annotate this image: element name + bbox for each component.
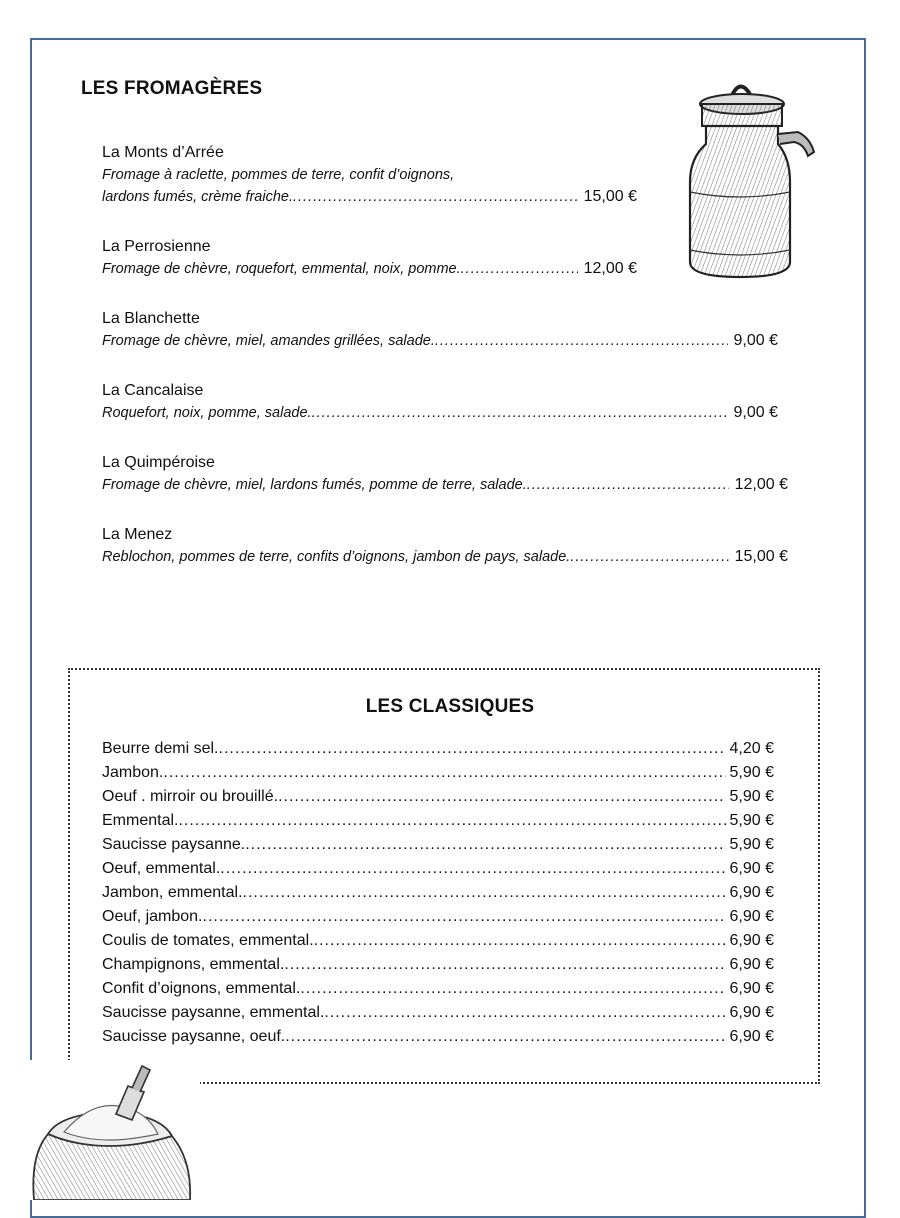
item-price: 9,00 € [733, 332, 778, 349]
item-price: 6,90 € [729, 884, 774, 901]
list-item [102, 977, 774, 1001]
item-desc: Fromage de chèvre, miel, lardons fumés, pomme de terre, salade. [102, 477, 527, 493]
fromagere-item [102, 380, 778, 424]
item-price: 12,00 € [583, 260, 637, 277]
dot-leader [203, 905, 726, 929]
list-item [102, 881, 774, 905]
dot-leader [314, 929, 726, 953]
dot-leader [312, 402, 728, 424]
item-desc: lardons fumés, crème fraiche. [102, 189, 293, 205]
item-desc: Roquefort, noix, pomme, salade. [102, 405, 312, 421]
dot-leader [163, 761, 725, 785]
item-name: La Menez [102, 526, 173, 543]
item-name: Saucisse paysanne. [102, 836, 246, 853]
section-title-classiques: LES CLASSIQUES [365, 696, 535, 717]
list-item [102, 1025, 774, 1049]
item-name: La Cancalaise [102, 382, 204, 399]
item-price: 4,20 € [729, 740, 774, 757]
dot-leader [324, 1001, 725, 1025]
dot-leader [527, 474, 729, 496]
milk-can-icon [680, 72, 820, 287]
item-price: 15,00 € [734, 548, 788, 565]
item-desc: Fromage de chèvre, roquefort, emmental, noix, pomme. [102, 261, 461, 277]
dot-leader [245, 833, 725, 857]
list-item [102, 1001, 774, 1025]
fromagere-item [102, 142, 637, 208]
list-item [102, 737, 774, 761]
list-item [102, 953, 774, 977]
item-name: Oeuf, jambon. [102, 908, 203, 925]
dot-leader [243, 881, 726, 905]
dot-leader [220, 857, 725, 881]
item-price: 5,90 € [729, 764, 774, 781]
fromagere-item [102, 524, 788, 568]
list-item [102, 929, 774, 953]
item-name: Jambon. [102, 764, 164, 781]
item-price: 6,90 € [729, 980, 774, 997]
item-price: 6,90 € [729, 860, 774, 877]
list-item [102, 905, 774, 929]
item-name: Oeuf, emmental. [102, 860, 221, 877]
list-item [102, 761, 774, 785]
list-item [102, 809, 774, 833]
dot-leader [461, 258, 578, 280]
item-name: Coulis de tomates, emmental. [102, 932, 314, 949]
item-name: La Perrosienne [102, 238, 211, 255]
item-name: Confit d’oignons, emmental. [102, 980, 301, 997]
fromagere-item [102, 452, 788, 496]
item-name: Jambon, emmental. [102, 884, 243, 901]
dot-leader [285, 1025, 725, 1049]
item-desc: Reblochon, pommes de terre, confits d’oignons, jambon de pays, salade. [102, 549, 571, 565]
dot-leader [293, 186, 578, 208]
item-name: Emmental. [102, 812, 179, 829]
classiques-list [102, 737, 774, 1049]
dot-leader [284, 953, 725, 977]
item-desc: Fromage de chèvre, miel, amandes grillées, salade. [102, 333, 435, 349]
section-title-fromageres: LES FROMAGÈRES [81, 78, 263, 99]
list-item [102, 833, 774, 857]
fromagere-item [102, 308, 778, 352]
item-name: Saucisse paysanne, emmental. [102, 1004, 325, 1021]
list-item [102, 857, 774, 881]
item-name: La Blanchette [102, 310, 200, 327]
item-price: 9,00 € [733, 404, 778, 421]
item-price: 5,90 € [729, 788, 774, 805]
dot-leader [178, 809, 725, 833]
item-price: 6,90 € [729, 1004, 774, 1021]
item-price: 12,00 € [734, 476, 788, 493]
item-desc: Fromage à raclette, pommes de terre, confit d’oignons, [102, 167, 455, 183]
item-price: 15,00 € [583, 188, 637, 205]
dot-leader [278, 785, 725, 809]
item-price: 5,90 € [729, 812, 774, 829]
item-name: Oeuf . mirroir ou brouillé. [102, 788, 279, 805]
item-price: 6,90 € [729, 932, 774, 949]
item-name: Beurre demi sel. [102, 740, 219, 757]
item-price: 6,90 € [729, 1028, 774, 1045]
dot-leader [300, 977, 725, 1001]
dot-leader [570, 546, 728, 568]
item-name: La Quimpéroise [102, 454, 215, 471]
flour-sack-icon [20, 1062, 200, 1200]
dot-leader [435, 330, 728, 352]
fromagere-item [102, 236, 637, 280]
dot-leader [219, 737, 726, 761]
item-price: 5,90 € [729, 836, 774, 853]
item-price: 6,90 € [729, 956, 774, 973]
item-name: Champignons, emmental. [102, 956, 285, 973]
item-name: Saucisse paysanne, oeuf. [102, 1028, 286, 1045]
item-name: La Monts d’Arrée [102, 144, 224, 161]
list-item [102, 785, 774, 809]
item-price: 6,90 € [729, 908, 774, 925]
